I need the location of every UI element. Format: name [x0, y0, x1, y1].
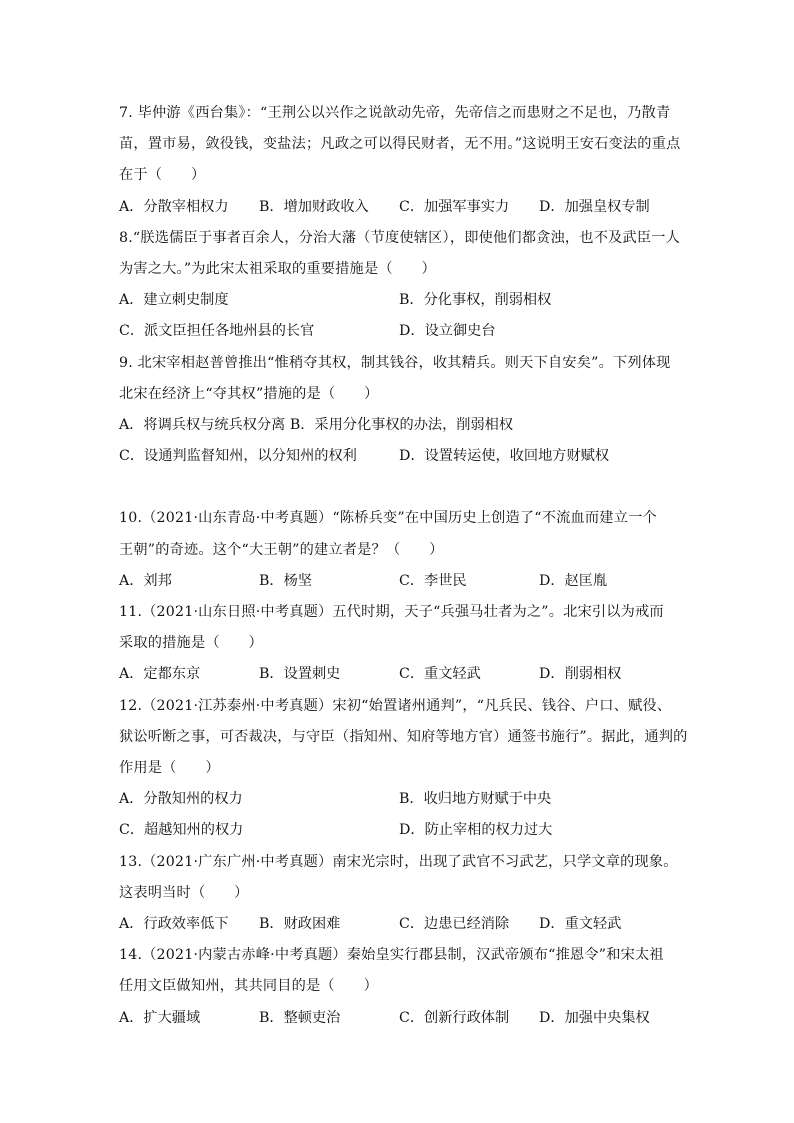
option-b[interactable]: B．财政困难 [259, 916, 341, 933]
question-10 [119, 503, 679, 597]
question-11-options [119, 659, 679, 690]
option-b[interactable]: B．收归地方财赋于中央 [399, 791, 552, 808]
option-d[interactable]: D．防止宰相的权力过大 [399, 822, 553, 839]
question-14-options [119, 1003, 679, 1034]
question-8 [119, 223, 679, 348]
option-c[interactable]: C．加强军事实力 [399, 198, 510, 215]
option-d[interactable]: D．削弱相权 [539, 666, 622, 683]
question-7-options [119, 192, 679, 223]
option-a-b[interactable]: A．将调兵权与统兵权分离 B．采用分化事权的办法，削弱相权 [119, 417, 514, 434]
option-a[interactable]: A．分散宰相权力 [119, 198, 229, 215]
option-c[interactable]: C．派文臣担任各地州县的长官 [119, 323, 315, 340]
question-list [119, 98, 688, 1034]
option-b[interactable]: B．杨坚 [259, 572, 312, 589]
question-11 [119, 597, 679, 691]
option-a[interactable]: A．扩大疆域 [119, 1009, 201, 1026]
option-d[interactable]: D．赵匡胤 [539, 572, 608, 589]
option-a[interactable]: A．刘邦 [119, 572, 172, 589]
question-10-line-2: 王朝”的奇迹。这个“大王朝”的建立者是？（ ） [119, 541, 444, 558]
question-9 [119, 348, 679, 473]
question-13-options [119, 909, 679, 940]
option-a[interactable]: A．定都东京 [119, 666, 201, 683]
question-9-line-1: 9. 北宋宰相赵普曾推出“惟稍夺其权，制其钱谷，收其精兵。则天下自安矣”。下列体现 [119, 354, 671, 371]
question-10-line-1: 10.（2021·山东青岛·中考真题）“陈桥兵变”在中国历史上创造了“不流血而建立一个 [119, 510, 657, 527]
question-12-options [119, 784, 679, 846]
question-7-line-2: 苗，置市易，敛役钱，变盐法；凡政之可以得民财者，无不用。”这说明王安石变法的重点 [119, 136, 681, 153]
option-c[interactable]: C．创新行政体制 [399, 1009, 510, 1026]
question-11-line-2: 采取的措施是（ ） [119, 635, 263, 652]
question-12-line-3: 作用是（ ） [119, 760, 220, 777]
option-b[interactable]: B．整顿吏治 [259, 1009, 341, 1026]
option-c[interactable]: C．李世民 [399, 572, 467, 589]
option-d[interactable]: D．加强皇权专制 [539, 198, 650, 215]
question-7-line-1: 7. 毕仲游《西台集》：“王荆公以兴作之说歆动先帝，先帝信之而患财之不足也，乃散青 [119, 105, 671, 121]
question-14 [119, 940, 679, 1034]
option-c[interactable]: C．设通判监督知州，以分知州的权利 [119, 448, 357, 465]
option-c[interactable]: C．边患已经消除 [399, 916, 510, 933]
question-14-line-1: 14.（2021·内蒙古赤峰·中考真题）秦始皇实行郡县制，汉武帝颁布“推恩令”和宋太祖 [119, 947, 664, 964]
question-13-line-2: 这表明当时（ ） [119, 884, 249, 901]
option-b[interactable]: B．增加财政收入 [259, 198, 369, 215]
question-7 [119, 98, 679, 223]
option-d[interactable]: D．重文轻武 [539, 916, 622, 933]
option-c[interactable]: C．超越知州的权力 [119, 822, 244, 839]
question-13-line-1: 13.（2021·广东广州·中考真题）南宋光宗时，出现了武官不习武艺，只学文章的现象。 [119, 853, 678, 870]
question-9-line-2: 北宋在经济上“夺其权”措施的是（ ） [119, 385, 379, 402]
option-d[interactable]: D．加强中央集权 [539, 1009, 650, 1026]
question-10-options [119, 566, 679, 597]
question-12-line-2: 狱讼听断之事，可否裁决，与守臣（指知州、知府等地方官）通签书施行”。据此，通判的 [119, 728, 688, 745]
question-8-line-2: 为害之大。”为此宋太祖采取的重要措施是（ ） [119, 261, 436, 278]
question-11-line-1: 11.（2021·山东日照·中考真题）五代时期，天子“兵强马壮者为之”。北宋引以为戒而 [119, 604, 664, 621]
question-9-options-row-2 [119, 441, 679, 472]
option-c[interactable]: C．重文轻武 [399, 666, 481, 683]
question-13 [119, 847, 679, 941]
option-a[interactable]: A．分散知州的权力 [119, 791, 243, 808]
option-d[interactable]: D．设置转运使，收回地方财赋权 [399, 448, 610, 465]
option-a[interactable]: A．行政效率低下 [119, 916, 229, 933]
option-d[interactable]: D．设立御史台 [399, 323, 496, 340]
option-b[interactable]: B．分化事权，削弱相权 [399, 292, 552, 309]
option-a[interactable]: A．建立刺史制度 [119, 292, 229, 309]
question-7-line-3: 在于（ ） [119, 167, 206, 184]
question-14-line-2: 任用文臣做知州，其共同目的是（ ） [119, 978, 378, 995]
question-9-options-row-1 [119, 410, 679, 441]
option-b[interactable]: B．设置刺史 [259, 666, 341, 683]
question-8-line-1: 8.“朕选儒臣于事者百余人，分治大藩（节度使辖区），即使他们都贪浊，也不及武臣一人 [119, 229, 681, 246]
question-8-options [119, 285, 679, 347]
question-12-line-1: 12.（2021·江苏泰州·中考真题）宋初“始置诸州通判”，“凡兵民、钱谷、户口、赋役、 [119, 697, 672, 714]
question-12 [119, 691, 688, 847]
section-gap [119, 472, 679, 503]
